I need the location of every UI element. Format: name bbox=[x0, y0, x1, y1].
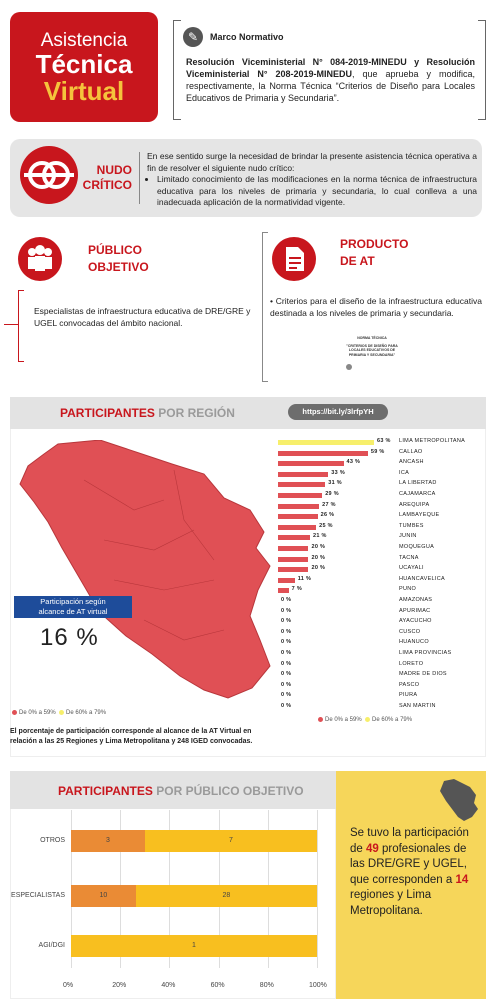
region-bar-value: 0 % bbox=[281, 639, 292, 646]
region-bar bbox=[278, 440, 374, 445]
region-bar-value: 20 % bbox=[311, 554, 326, 561]
region-bar-chart bbox=[278, 438, 484, 710]
norma-doc-thumb bbox=[344, 336, 400, 357]
region-bar-value: 0 % bbox=[281, 660, 292, 667]
peru-mini-map bbox=[436, 779, 480, 823]
region-bar-value: 21 % bbox=[313, 533, 327, 540]
title-line-2: Técnica bbox=[35, 49, 133, 79]
region-bar-label: HUANUCO bbox=[399, 639, 429, 646]
region-bar-label: MADRE DE DIOS bbox=[399, 671, 447, 678]
region-bar-value: 11 % bbox=[297, 575, 312, 582]
region-bar bbox=[278, 557, 308, 562]
region-bar bbox=[278, 567, 308, 572]
region-bar-label: PASCO bbox=[399, 681, 420, 688]
region-bar-label: AYACUCHO bbox=[399, 618, 432, 625]
legend-dot-low bbox=[12, 710, 17, 715]
title-line-1: Asistencia bbox=[40, 30, 128, 51]
map-legend bbox=[12, 710, 106, 716]
region-bar-value: 0 % bbox=[281, 671, 292, 678]
publico-label-2: OBJETIVO bbox=[88, 260, 149, 274]
summary-number-2: 14 bbox=[455, 873, 469, 886]
publico-text: Especialistas de infraestructura educativa de DRE/GRE y UGEL convocadas del ámbito nacional. bbox=[34, 306, 251, 328]
region-bar-label: APURIMAC bbox=[399, 607, 431, 614]
region-bar-value: 59 % bbox=[370, 448, 385, 455]
region-bar-label: JUNIN bbox=[399, 533, 417, 540]
region-title-gray: POR REGIÓN bbox=[158, 406, 235, 420]
stacked-bar-segment-orange: 3 bbox=[71, 830, 145, 852]
region-bar-label: LIMA METROPOLITANA bbox=[399, 438, 466, 444]
publico-bracket bbox=[18, 290, 24, 362]
category-label: OTROS bbox=[40, 837, 65, 844]
region-note: El porcentaje de participación corresponde al alcance de la AT Virtual en relación a las 25 Regiones y Lima Metropolitana y 248 IGED convocadas. bbox=[10, 728, 253, 745]
legend-high: De 60% a 79% bbox=[66, 710, 107, 717]
producto-label-2: DE AT bbox=[340, 254, 375, 268]
participation-percent: 16 % bbox=[40, 624, 99, 651]
x-tick-label: 0% bbox=[63, 982, 74, 989]
region-bar-label: UCAYALI bbox=[399, 565, 424, 572]
region-bar-label: CALLAO bbox=[399, 448, 423, 455]
x-tick-label: 80% bbox=[259, 982, 274, 989]
marco-bold: Resolución Viceministerial N° 084-2019-MINEDU y Resolución Viceministerial N° 208-2019-MINEDU bbox=[186, 57, 475, 79]
region-bar-value: 27 % bbox=[322, 501, 336, 508]
producto-text: • Criterios para el diseño de la infraestructura educativa destinada a los niveles de primaria y secundaria. bbox=[270, 296, 482, 318]
region-bar-value: 0 % bbox=[281, 607, 292, 614]
region-bar bbox=[278, 546, 308, 551]
region-bar-label: AMAZONAS bbox=[399, 597, 433, 603]
stacked-bar-segment-yellow: 1 bbox=[71, 935, 317, 957]
region-bar-value: 0 % bbox=[281, 597, 292, 603]
people-icon bbox=[18, 237, 62, 281]
nudo-label: NUDO CRÍTICO bbox=[82, 163, 132, 192]
category-label: ESPECIALISTAS bbox=[11, 892, 65, 899]
legend-low: De 0% a 59% bbox=[19, 710, 56, 717]
region-bar-value: 7 % bbox=[291, 586, 303, 593]
producto-bullet: Criterios para el diseño de la infraestructura educativa destinada a los niveles de primaria y secundaria. bbox=[270, 296, 482, 318]
summary-number-1: 49 bbox=[366, 842, 379, 855]
x-tick-label: 60% bbox=[210, 982, 225, 989]
publico-label bbox=[88, 242, 149, 276]
region-bar-value: 0 % bbox=[281, 628, 292, 635]
region-bar-label: MOQUEGUA bbox=[399, 544, 435, 550]
legend-dot-high bbox=[59, 710, 64, 715]
x-tick-label: 100% bbox=[309, 982, 327, 989]
marco-bracket-left bbox=[173, 20, 181, 120]
norma-doc-line2: "CRITERIOS DE DISEÑO PARA LOCALES EDUCATIVOS DE PRIMARIA Y SECUNDARIA" bbox=[346, 343, 398, 357]
category-label: AGI/DGI bbox=[38, 942, 65, 949]
region-bar bbox=[278, 535, 310, 540]
nudo-bullet: • Limitado conocimiento de las modificaciones en la norma técnica de infraestructura educativa para los niveles de primaria y secundaria, lo cual conlleva a una inadecuada aplicación de la normatividad vigente. bbox=[157, 174, 477, 209]
marco-text bbox=[186, 56, 475, 104]
region-bar-label: TUMBES bbox=[399, 522, 424, 529]
region-bar-value: 0 % bbox=[281, 618, 292, 625]
norma-doc-emblem bbox=[346, 364, 352, 370]
region-bar bbox=[278, 588, 289, 593]
region-bar-label: LIMA PROVINCIAS bbox=[399, 650, 452, 656]
region-bar-label: CAJAMARCA bbox=[399, 491, 436, 497]
nudo-intro: En ese sentido surge la necesidad de brindar la presente asistencia técnica operativa a fin de resolver el siguiente nudo crítico: bbox=[147, 151, 477, 173]
grid-line bbox=[317, 810, 318, 968]
knot-icon bbox=[20, 146, 78, 204]
norma-doc-line1: NORMA TÉCNICA bbox=[357, 336, 387, 340]
participation-box-line1: Participación según bbox=[40, 597, 106, 606]
objetivo-title-gray: POR PÚBLICO OBJETIVO bbox=[156, 784, 304, 798]
publico-label-1: PÚBLICO bbox=[88, 243, 142, 257]
region-bar-label: HUANCAVELICA bbox=[399, 575, 445, 582]
marco-bracket-right bbox=[478, 20, 486, 120]
publico-tick bbox=[4, 324, 18, 325]
objetivo-title-red: PARTICIPANTES bbox=[58, 784, 153, 798]
region-bar-value: 31 % bbox=[328, 480, 342, 487]
participation-box bbox=[14, 596, 132, 618]
edit-icon: ✎ bbox=[183, 27, 203, 47]
producto-bracket bbox=[262, 232, 268, 382]
objetivo-title bbox=[58, 784, 304, 798]
region-bar-value: 25 % bbox=[319, 522, 333, 529]
bar-legend-high: De 60% a 79% bbox=[372, 717, 413, 724]
region-bar bbox=[278, 482, 325, 487]
summary-post: regiones y Lima Metropolitana. bbox=[350, 889, 432, 917]
region-bar-value: 63 % bbox=[377, 438, 391, 444]
region-bar-value: 0 % bbox=[281, 681, 292, 688]
x-tick-label: 20% bbox=[112, 982, 127, 989]
nudo-divider bbox=[139, 152, 140, 204]
marco-rest: , que aprueba y modifica, respectivamente, la Norma Técnica “Criterios de Diseño para Locales Educativos de Primaria y Secundaria”. bbox=[186, 69, 476, 103]
summary-text bbox=[350, 826, 478, 919]
producto-label-1: PRODUCTO bbox=[340, 237, 409, 251]
region-bar bbox=[278, 578, 295, 583]
participation-box-line2: alcance de AT virtual bbox=[38, 607, 108, 616]
region-bar-value: 33 % bbox=[331, 469, 346, 476]
region-bar-label: LA LIBERTAD bbox=[399, 480, 437, 487]
region-bar-value: 43 % bbox=[346, 459, 361, 466]
region-bar bbox=[278, 493, 322, 498]
title-banner bbox=[10, 12, 158, 122]
region-bar-value: 20 % bbox=[311, 544, 326, 550]
marco-title: Marco Normativo bbox=[210, 32, 284, 42]
peru-map bbox=[14, 440, 272, 702]
region-bar bbox=[278, 525, 316, 530]
region-bar-label: ANCASH bbox=[399, 459, 424, 466]
region-bar bbox=[278, 504, 319, 509]
region-bar-label: SAN MARTIN bbox=[399, 703, 436, 709]
region-bar bbox=[278, 472, 328, 477]
region-bar-label: TACNA bbox=[399, 554, 419, 561]
region-bar-label: AREQUIPA bbox=[399, 501, 430, 508]
bar-legend bbox=[318, 717, 412, 723]
summary-pre: Se tuvo la participación de bbox=[350, 827, 469, 855]
stacked-bar-segment-yellow: 7 bbox=[145, 830, 317, 852]
region-bar bbox=[278, 461, 344, 466]
stacked-bar-segment-orange: 10 bbox=[71, 885, 136, 907]
peru-map-shape bbox=[20, 440, 270, 698]
region-bar-value: 29 % bbox=[325, 491, 339, 497]
region-bar-label: LAMBAYEQUE bbox=[399, 512, 440, 519]
region-bar bbox=[278, 514, 318, 519]
region-bar-value: 26 % bbox=[320, 512, 335, 519]
title-line-3: Virtual bbox=[43, 76, 125, 106]
x-tick-label: 40% bbox=[161, 982, 176, 989]
region-bar-label: LORETO bbox=[399, 660, 424, 667]
region-bar-value: 0 % bbox=[281, 703, 292, 709]
region-bar-value: 0 % bbox=[281, 692, 292, 699]
region-bar bbox=[278, 451, 368, 456]
region-bar-label: ICA bbox=[399, 469, 410, 476]
region-bar-value: 0 % bbox=[281, 650, 292, 656]
document-icon bbox=[272, 237, 316, 281]
region-bar-label: PUNO bbox=[399, 586, 417, 593]
stacked-bar-segment-yellow: 28 bbox=[136, 885, 317, 907]
summary-mid: profesionales de las DRE/GRE y UGEL, que corresponden a bbox=[350, 842, 467, 886]
producto-label bbox=[340, 236, 408, 270]
bar-legend-low: De 0% a 59% bbox=[325, 717, 362, 724]
region-url-link[interactable]: https://bit.ly/3lrfpYH bbox=[288, 404, 388, 420]
bar-legend-dot-high bbox=[365, 717, 370, 722]
region-bar-label: CUSCO bbox=[399, 628, 421, 635]
nudo-text bbox=[147, 151, 477, 209]
region-bar-value: 20 % bbox=[311, 565, 326, 572]
bar-legend-dot-low bbox=[318, 717, 323, 722]
region-title bbox=[60, 406, 235, 420]
region-bar-label: PIURA bbox=[399, 692, 418, 699]
region-title-red: PARTICIPANTES bbox=[60, 406, 155, 420]
